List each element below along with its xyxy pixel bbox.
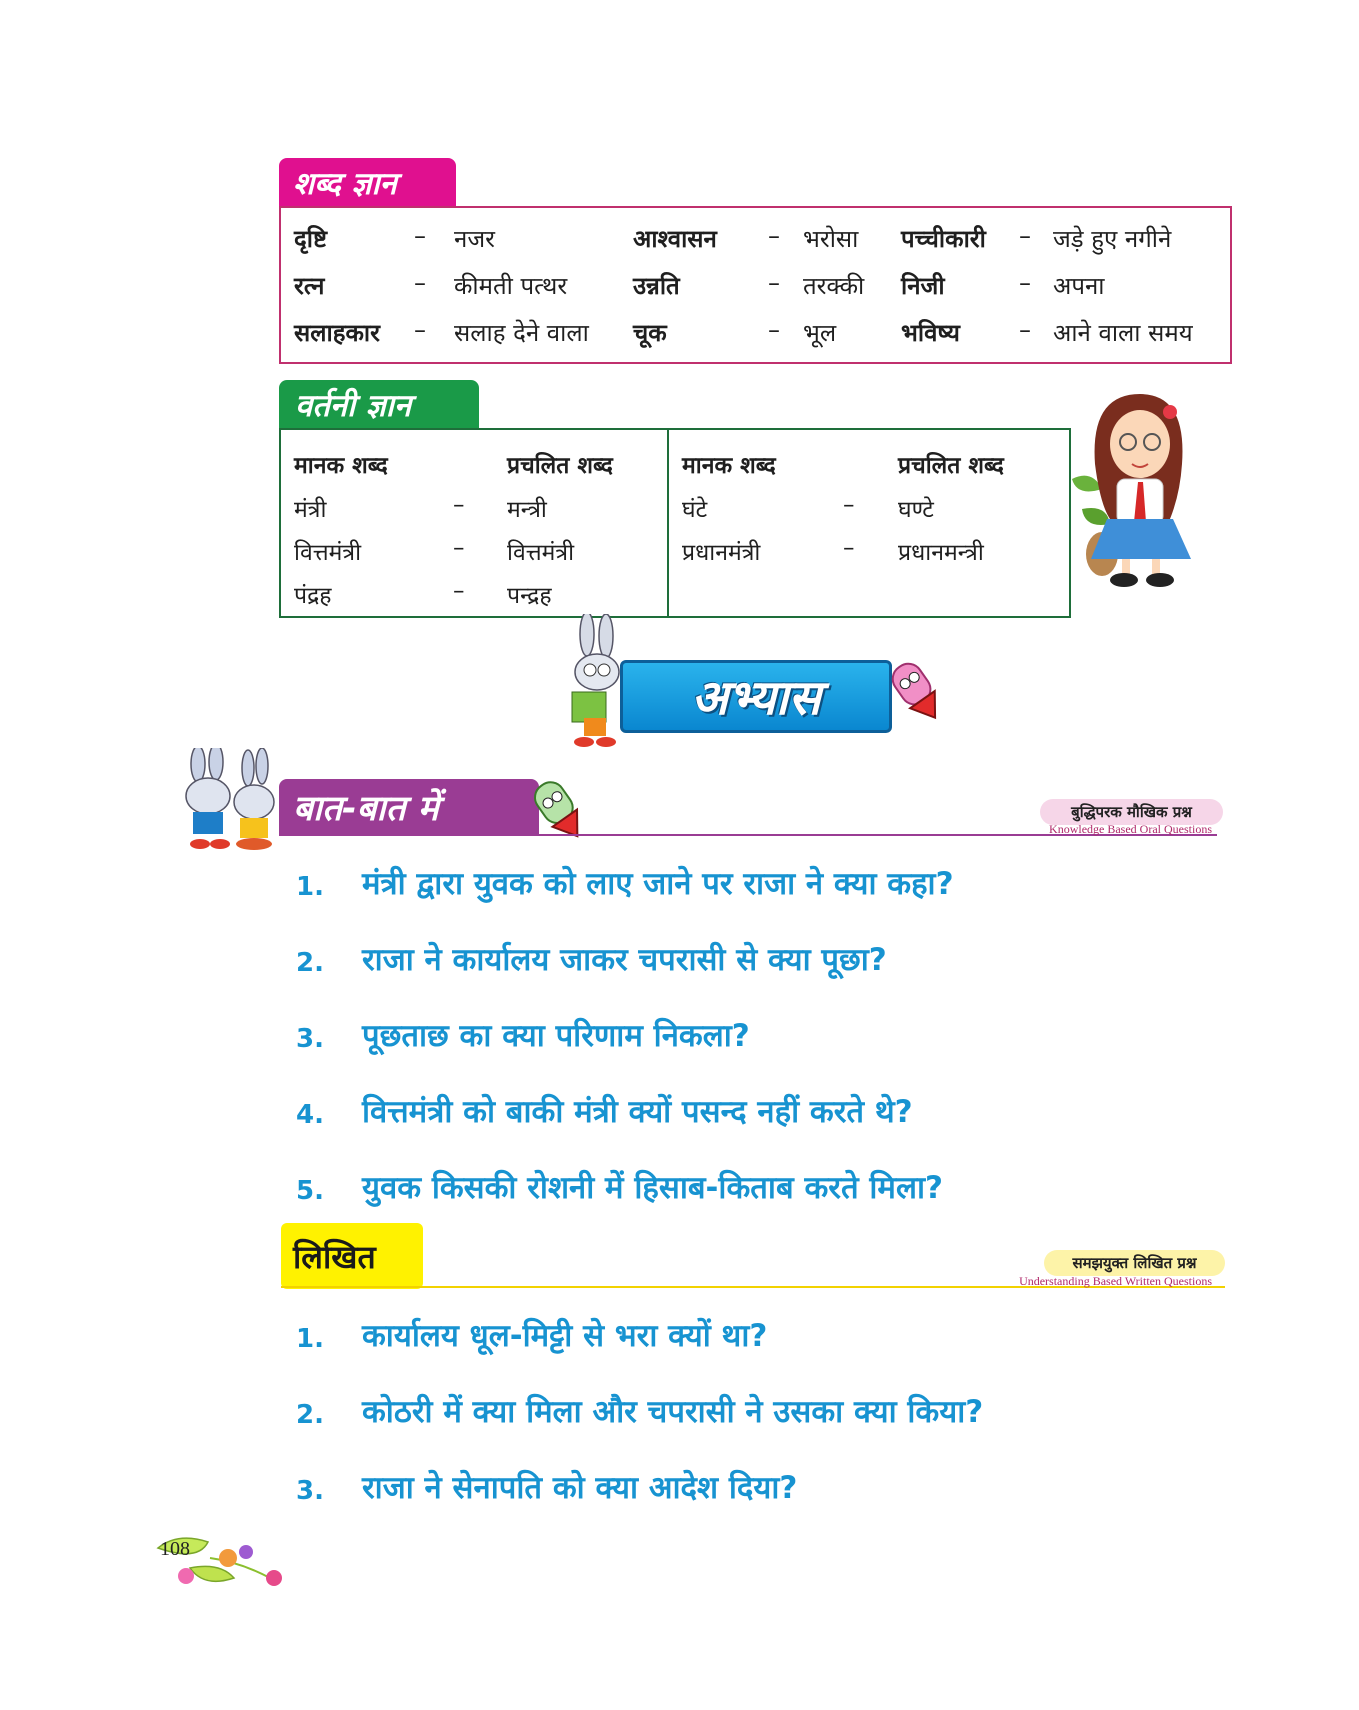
written-question-text: कोठरी में क्या मिला और चपरासी ने उसका क्या किया? [362,1394,984,1430]
sg-word: आश्वासन [633,225,717,253]
sg-meaning: भरोसा [803,225,859,253]
vg-dash: – [453,492,465,518]
oral-question-text: युवक किसकी रोशनी में हिसाब-किताब करते मिला? [362,1170,943,1206]
likhit-heading: लिखित [281,1223,423,1289]
vg-column-divider [667,428,669,618]
written-questions-badge-en: Understanding Based Written Questions [1019,1274,1212,1288]
sg-word: उन्नति [633,272,680,300]
written-question-number: 1. [296,1324,324,1354]
sg-word: सलाहकार [294,319,380,347]
oral-questions-badge: बुद्धिपरक मौखिक प्रश्न [1040,799,1223,825]
oral-question-text: पूछताछ का क्या परिणाम निकला? [362,1018,750,1054]
vg-manak: वित्तमंत्री [294,540,362,566]
sg-meaning: भूल [803,319,837,347]
abhyas-banner: अभ्यास [620,660,892,733]
oral-question-text: राजा ने कार्यालय जाकर चपरासी से क्या पूछा? [362,942,887,978]
sg-dash: – [768,222,780,250]
page-number: 108 [160,1538,190,1560]
shabd-gyan-table [279,206,1232,364]
vg-dash: – [453,535,465,561]
sg-dash: – [1019,316,1031,344]
vg-prachalit: मन्त्री [507,497,547,523]
sg-meaning: तरक्की [803,272,865,300]
sg-dash: – [414,222,426,250]
written-questions-badge: समझयुक्त लिखित प्रश्न [1044,1250,1225,1276]
vg-prachalit: घण्टे [898,497,934,523]
sg-dash: – [414,316,426,344]
vg-dash: – [843,535,855,561]
oral-question-number: 3. [296,1024,324,1054]
vg-manak: घंटे [682,497,708,523]
pencil-mascot-green-icon [524,772,594,848]
sg-meaning: कीमती पत्थर [454,272,568,300]
written-question-text: कार्यालय धूल-मिट्टी से भरा क्यों था? [362,1318,768,1354]
sg-word: दृष्टि [294,225,327,253]
sg-dash: – [414,269,426,297]
vg-header-manak: मानक शब्द [294,453,388,479]
vg-dash: – [843,492,855,518]
rabbits-illustration [168,748,280,858]
sg-dash: – [1019,222,1031,250]
vg-header-prachalit: प्रचलित शब्द [898,453,1004,479]
sg-meaning: नजर [454,225,495,253]
sg-meaning: जड़े हुए नगीने [1053,225,1172,253]
vg-dash: – [453,578,465,604]
sg-word: निजी [901,272,945,300]
pencil-mascot-icon [880,654,950,724]
baat-baat-heading: बात-बात में [279,779,539,835]
vg-header-prachalit: प्रचलित शब्द [507,453,613,479]
oral-question-number: 1. [296,872,324,902]
sg-word: चूक [633,319,667,347]
oral-question-number: 4. [296,1100,324,1130]
written-question-text: राजा ने सेनापति को क्या आदेश दिया? [362,1470,798,1506]
vg-prachalit: वित्तमंत्री [507,540,575,566]
oral-question-text: मंत्री द्वारा युवक को लाए जाने पर राजा ने क्या कहा? [362,866,954,902]
sg-meaning: अपना [1053,272,1105,300]
sg-word: भविष्य [901,319,960,347]
oral-question-number: 5. [296,1176,324,1206]
vg-manak: पंद्रह [294,583,332,609]
oral-question-text: वित्तमंत्री को बाकी मंत्री क्यों पसन्द नहीं करते थे? [362,1094,913,1130]
sg-meaning: सलाह देने वाला [454,319,589,347]
sg-dash: – [1019,269,1031,297]
sg-word: रत्न [294,272,325,300]
rabbit-reading-illustration [562,614,628,754]
girl-illustration [1062,384,1212,594]
sg-dash: – [768,269,780,297]
written-question-number: 2. [296,1400,324,1430]
vg-prachalit: पन्द्रह [507,583,552,609]
vartani-gyan-table [279,428,1071,618]
vg-manak: मंत्री [294,497,327,523]
vg-manak: प्रधानमंत्री [682,540,761,566]
vartani-gyan-heading: वर्तनी ज्ञान [279,380,479,430]
written-question-number: 3. [296,1476,324,1506]
shabd-gyan-heading: शब्द ज्ञान [279,158,456,207]
sg-dash: – [768,316,780,344]
sg-meaning: आने वाला समय [1053,319,1193,347]
sg-word: पच्चीकारी [901,225,986,253]
vg-prachalit: प्रधानमन्त्री [898,540,984,566]
oral-questions-badge-en: Knowledge Based Oral Questions [1049,822,1212,836]
vg-header-manak: मानक शब्द [682,453,776,479]
oral-question-number: 2. [296,948,324,978]
